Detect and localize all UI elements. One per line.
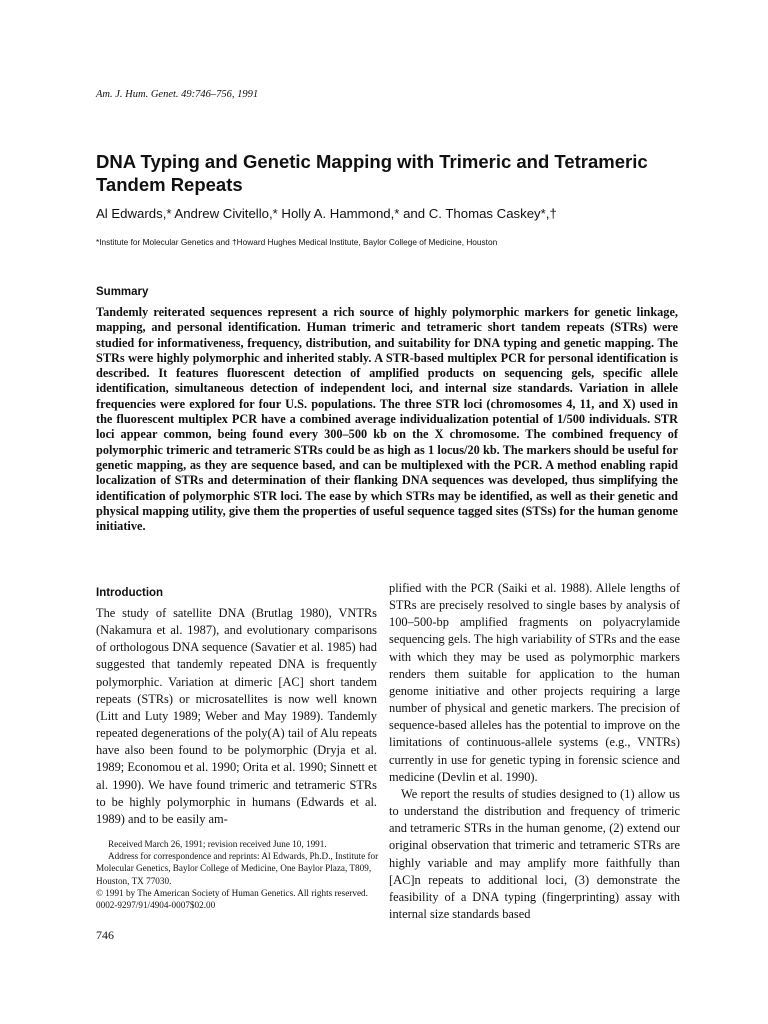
article-title: DNA Typing and Genetic Mapping with Trimeric and Tetrameric Tandem Repeats (96, 151, 648, 195)
issn-line: 0002-9297/91/4904-0007$02.00 (96, 900, 216, 911)
intro-right-column (389, 580, 680, 923)
received-dates: Received March 26, 1991; revision received June 10, 1991. (108, 839, 327, 849)
intro-left-column: The study of satellite DNA (Brutlag 1980), VNTRs (Nakamura et al. 1987), and evolutionary comparisons of orthologous DNA sequence (Savatier et al. 1985) had suggested that tandemly repeated DNA is frequently polymorphic. Variation at dimeric [AC] short tandem repeats (STRs) or microsatellites is now well known (Litt and Luty 1989; Weber and May 1989). Tandemly repeated degenerations of the poly(A) tail of Alu repeats have also been found to be polymorphic (Dryja et al. 1989; Economou et al. 1990; Orita et al. 1990; Sinnett et al. 1990). We have found trimeric and tetrameric STRs to be highly polymorphic in humans (Edwards et al. 1989) and to be easily am- (96, 606, 377, 826)
summary-text: Tandemly reiterated sequences represent a rich source of highly polymorphic markers for genetic linkage, mapping, and personal identification. Human trimeric and tetrameric short tandem repeats (STRs) were studied for informativeness, frequency, distribution, and suitability for DNA typing and genetic mapping. The STRs were highly polymorphic and inherited stably. A STR-based multiplex PCR for personal identification is described. It features fluorescent detection of amplified products on sequencing gels, specific allele identification, simultaneous detection of independent loci, and internal size standards. Variation in allele frequencies were explored for four U.S. populations. The three STR loci (chromosomes 4, 11, and X) used in the fluorescent multiplex PCR have a combined average individualization potential of 1/500 individuals. STR loci appear common, being found every 300–500 kb on the X chromosome. The combined frequency of polymorphic trimeric and tetrameric STRs could be as high as 1 locus/20 kb. The markers should be useful for genetic mapping, as they are sequence based, and can be multiplexed with the PCR. A method enabling rapid localization of STRs and determination of their flanking DNA sequences was developed, thus simplifying the identification of polymorphic STR loci. The ease by which STRs may be identified, as well as their genetic and physical mapping utility, give them the properties of useful sequence tagged sites (STSs) for the human genome initiative. (96, 305, 678, 534)
article-footnote (96, 838, 381, 911)
copyright-line: © 1991 by The American Society of Human Genetics. All rights reserved. (96, 887, 368, 898)
journal-reference: Am. J. Hum. Genet. 49:746–756, 1991 (96, 89, 259, 100)
intro-paragraph-continued: plified with the PCR (Saiki et al. 1988). Allele lengths of STRs are precisely resolved to single bases by analysis of 100–500-bp amplified fragments on polyacrylamide sequencing gels. The high variability of STRs and the ease with which they may be used as polymorphic markers renders them suitable for application to the human genome initiative and other projects requiring a large number of physical and genetic markers. The precision of sequence-based alleles has the potential to improve on the limitations of continuous-allele systems (e.g., VNTRs) currently in use for genetic typing in forensic science and medicine (Devlin et al. 1990). (389, 581, 680, 784)
summary-heading: Summary (96, 286, 149, 298)
author-list: Al Edwards,* Andrew Civitello,* Holly A. Hammond,* and C. Thomas Caskey*,† (96, 206, 557, 221)
introduction-heading: Introduction (96, 587, 164, 599)
correspondence-address: Address for correspondence and reprints: Al Edwards, Ph.D., Institute for Molecular Genetics, Baylor College of Medicine, One Baylor Plaza, T809, Houston, TX 77030. (96, 851, 379, 886)
page-number: 746 (96, 928, 114, 942)
author-affiliation: *Institute for Molecular Genetics and †Howard Hughes Medical Institute, Baylor College of Medicine, Houston (96, 237, 498, 247)
intro-paragraph-aims: We report the results of studies designed to (1) allow us to understand the distribution and frequency of trimeric and tetrameric STRs in the human genome, (2) extend our original observation that trimeric and tetrameric STRs are highly variable and may amplify more faithfully than [AC]n repeats to additional loci, (3) demonstrate the feasibility of a DNA typing (fingerprinting) assay with internal size standards based (389, 786, 680, 921)
